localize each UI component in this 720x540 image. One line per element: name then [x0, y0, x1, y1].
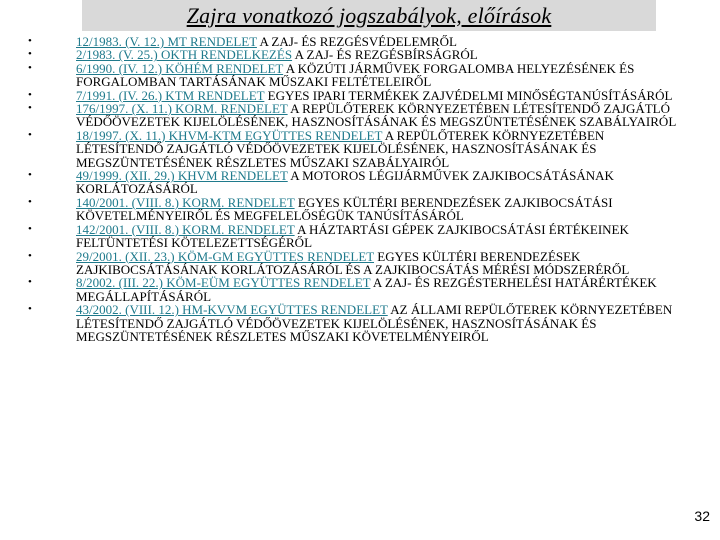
bullet-icon: •	[28, 102, 32, 115]
slide-title: Zajra vonatkozó jogszabályok, előírások	[186, 2, 552, 28]
regulation-title: A KÖZÚTI JÁRMŰVEK FORGALOMBA HELYEZÉSÉNEK ÉS FORGALOMBAN TARTÁSÁNAK MŰSZAKI FELTÉTELEIRŐL	[76, 60, 635, 90]
regulation-link[interactable]: 176/1997. (X. 11.) KORM. RENDELET	[76, 101, 288, 117]
regulation-title: A ZAJ- ÉS REZGÉSVÉDELEMRŐL	[256, 34, 457, 49]
bullet-icon: •	[28, 249, 32, 262]
regulation-title: A REPÜLŐTEREK KÖRNYEZETÉBEN LÉTESÍTENDŐ ZAJGÁTLÓ VÉDŐÖVEZETEK KIJELÖLÉSÉNEK, HASZNOSÍTÁSÁNAK ÉS MEGSZÜNTETÉSÉNEK RÉSZLETES MŰSZAKI SZABÁLYAIRÓL	[76, 127, 605, 170]
list-item	[28, 196, 688, 223]
regulation-link[interactable]: 7/1991. (IV. 26.) KTM RENDELET	[76, 87, 265, 103]
regulation-title: A HÁZTARTÁSI GÉPEK ZAJKIBOCSÁTÁSI ÉRTÉKEINEK FELTÜNTETÉSI KÖTELEZETTSÉGÉRŐL	[76, 221, 629, 251]
regulation-title: EGYES KÜLTÉRI BERENDEZÉSEK ZAJKIBOCSÁTÁSI KÖVETELMÉNYEIRŐL ÉS MEGFELELŐSÉGÜK TANÚSÍTÁSÁRÓL	[76, 194, 613, 224]
page-number: 32	[694, 508, 710, 524]
regulation-title: EGYES KÜLTÉRI BERENDEZÉSEK ZAJKIBOCSÁTÁSÁNAK KORLÁTOZÁSÁRÓL ÉS A ZAJKIBOCSÁTÁS MÉRÉSI MÓDSZERÉRŐL	[76, 248, 630, 277]
regulation-title: A ZAJ- ÉS REZGÉSBÍRSÁGRÓL	[292, 47, 478, 63]
regulation-link[interactable]: 49/1999. (XII. 29.) KHVM RENDELET	[76, 168, 288, 184]
list-item	[28, 102, 688, 129]
list-item	[28, 48, 688, 61]
bullet-icon: •	[28, 88, 32, 101]
bullet-icon: •	[28, 276, 32, 289]
regulation-link[interactable]: 6/1990. (IV. 12.) KÖHÉM RENDELET	[76, 60, 284, 76]
regulation-link[interactable]: 12/1983. (V. 12.) MT RENDELET	[76, 34, 257, 49]
bullet-icon: •	[28, 48, 32, 61]
bullet-icon: •	[28, 61, 32, 74]
regulation-title: A ZAJ- ÉS REZGÉSTERHELÉSI HATÁRÉRTÉKEK MEGÁLLAPÍTÁSÁRÓL	[76, 275, 657, 304]
regulation-title: A MOTOROS LÉGIJÁRMŰVEK ZAJKIBOCSÁTÁSÁNAK KORLÁTOZÁSÁRÓL	[76, 168, 614, 197]
list-item	[28, 89, 688, 102]
regulation-link[interactable]: 142/2001. (VIII. 8.) KORM. RENDELET	[76, 221, 295, 237]
regulation-list	[28, 35, 688, 343]
slide-title-bar	[82, 0, 656, 31]
list-item	[28, 169, 688, 196]
regulation-link[interactable]: 18/1997. (X. 11.) KHVM-KTM EGYÜTTES RENDELET	[76, 127, 383, 143]
regulation-title: EGYES IPARI TERMÉKEK ZAJVÉDELMI MINŐSÉGTANÚSÍTÁSÁRÓL	[264, 87, 673, 103]
regulation-link[interactable]: 29/2001. (XII. 23.) KÖM-GM EGYÜTTES RENDELET	[76, 248, 375, 264]
list-item	[28, 276, 688, 303]
list-item	[28, 250, 688, 277]
regulation-link[interactable]: 140/2001. (VIII. 8.) KORM. RENDELET	[76, 194, 295, 210]
bullet-icon: •	[28, 128, 32, 141]
bullet-icon: •	[28, 222, 32, 235]
bullet-icon: •	[28, 195, 32, 208]
list-item	[28, 129, 688, 169]
regulation-title: A REPÜLŐTEREK KÖRNYEZETÉBEN LÉTESÍTENDŐ ZAJGÁTLÓ VÉDŐÖVEZETEK KIJELÖLÉSÉNEK, HASZNOSÍTÁSÁNAK ÉS MEGSZÜNTETÉSÉNEK SZABÁLYAIRÓL	[76, 101, 677, 130]
list-item	[28, 62, 688, 89]
regulation-title: AZ ÁLLAMI REPÜLŐTEREK KÖRNYEZETÉBEN LÉTESÍTENDŐ ZAJGÁTLÓ VÉDŐÖVEZETEK KIJELÖLÉSÉNEK, HASZNOSÍTÁSÁNAK ÉS MEGSZÜNTETÉSÉNEK RÉSZLETES MŰSZAKI KÖVETELMÉNYEIRŐL	[76, 302, 673, 344]
bullet-icon: •	[28, 169, 32, 182]
list-item	[28, 35, 688, 48]
bullet-icon: •	[28, 35, 32, 47]
regulation-link[interactable]: 2/1983. (V. 25.) OKTH RENDELKEZÉS	[76, 47, 293, 63]
list-item	[28, 223, 688, 250]
list-item	[28, 303, 688, 343]
regulation-link[interactable]: 43/2002. (VIII. 12.) HM-KVVM EGYÜTTES RENDELET	[76, 302, 388, 318]
bullet-icon: •	[28, 303, 32, 316]
regulation-link[interactable]: 8/2002. (III. 22.) KÖM-EÜM EGYÜTTES RENDELET	[76, 275, 371, 291]
